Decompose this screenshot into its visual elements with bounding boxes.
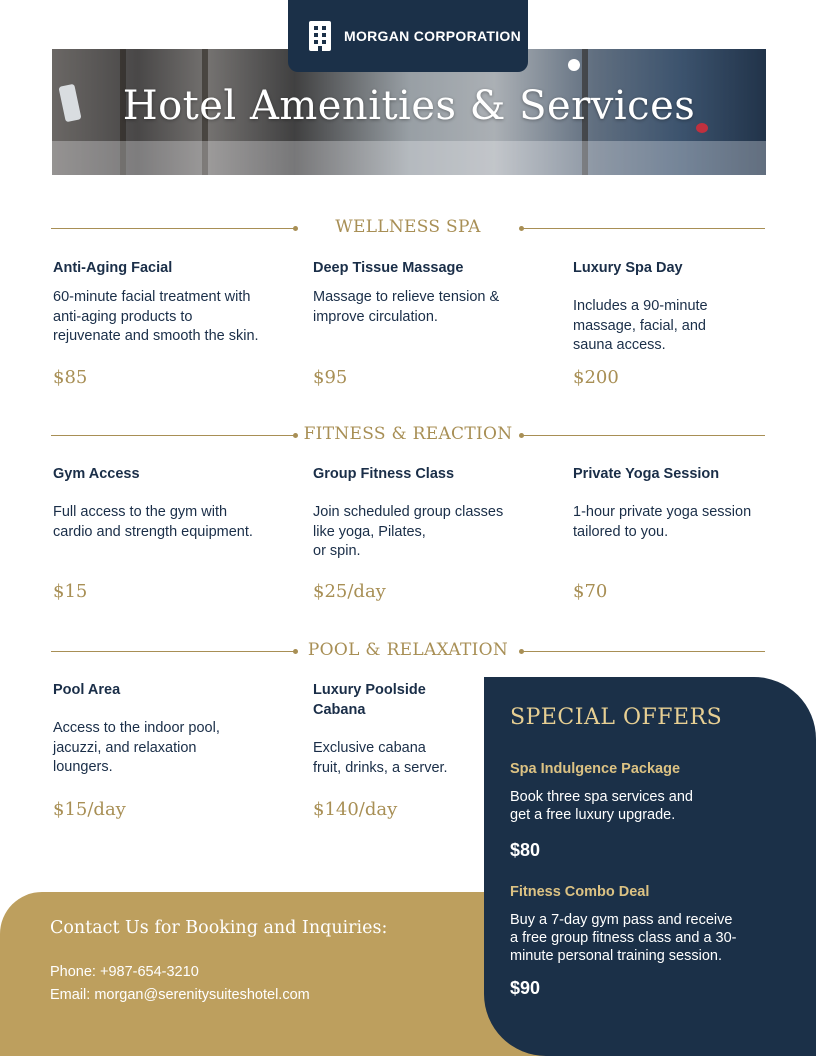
section-header-pool (51, 640, 765, 664)
offer-price: $90 (510, 978, 541, 998)
section-title-fitness: FITNESS & REACTION (303, 424, 513, 444)
offer-name: Fitness Combo Deal (510, 884, 650, 900)
service-pool-area (53, 680, 283, 830)
service-name: Deep Tissue Massage (313, 260, 464, 276)
service-gym-access (53, 464, 283, 614)
section-header-fitness (51, 424, 765, 448)
building-icon (306, 20, 334, 52)
service-price: $25/day (313, 581, 386, 602)
service-name: Private Yoga Session (573, 466, 720, 482)
service-price: $95 (313, 367, 348, 388)
service-anti-aging-facial (53, 258, 283, 398)
service-desc: 1-hour private yoga session tailored to you. (573, 504, 752, 540)
service-name: Anti-Aging Facial (53, 260, 173, 276)
service-group-fitness-class (313, 464, 543, 614)
service-name: Gym Access (53, 466, 140, 482)
offer-price: $80 (510, 840, 541, 860)
service-desc: Join scheduled group classes like yoga, Pilates, or spin. (313, 504, 504, 559)
service-name: Luxury Spa Day (573, 260, 683, 276)
contact-email[interactable]: Email: morgan@serenitysuiteshotel.com (50, 987, 310, 1003)
offers-title: SPECIAL OFFERS (510, 705, 723, 730)
offer-desc: Buy a 7-day gym pass and receive a free group fitness class and a 30- minute personal training session. (510, 912, 737, 964)
section-title-spa: WELLNESS SPA (335, 217, 481, 237)
contact-phone[interactable]: Phone: +987-654-3210 (50, 964, 199, 980)
service-price: $15 (53, 581, 88, 602)
service-price: $200 (573, 367, 619, 388)
service-desc: Exclusive cabana fruit, drinks, a server. (313, 740, 448, 776)
service-private-yoga-session (573, 464, 803, 614)
section-title-pool: POOL & RELAXATION (307, 640, 509, 660)
service-deep-tissue-massage (313, 258, 543, 398)
service-desc: Massage to relieve tension & improve circulation. (313, 289, 500, 325)
service-desc: Includes a 90-minute massage, facial, and sauna access. (573, 298, 708, 353)
service-luxury-poolside-cabana (313, 680, 478, 830)
contact-title: Contact Us for Booking and Inquiries: (50, 918, 388, 938)
offer-desc: Book three spa services and get a free luxury upgrade. (510, 789, 693, 823)
service-desc: 60-minute facial treatment with anti-aging products to rejuvenate and smooth the skin. (53, 289, 259, 344)
lamp-decoration (568, 59, 580, 71)
service-name: Luxury Poolside Cabana (313, 682, 426, 718)
service-name: Pool Area (53, 682, 121, 698)
service-desc: Full access to the gym with cardio and strength equipment. (53, 504, 253, 540)
service-price: $15/day (53, 799, 126, 820)
brand-logo (288, 0, 528, 72)
special-offers-panel (484, 677, 816, 1056)
service-name: Group Fitness Class (313, 466, 455, 482)
brand-name: MORGAN CORPORATION (344, 28, 522, 44)
page-title: Hotel Amenities & Services (122, 83, 696, 129)
service-price: $140/day (313, 799, 398, 820)
service-desc: Access to the indoor pool, jacuzzi, and relaxation loungers. (53, 720, 220, 775)
service-luxury-spa-day (573, 258, 803, 398)
service-price: $85 (53, 367, 88, 388)
offer-name: Spa Indulgence Package (510, 761, 681, 777)
section-header-spa (51, 217, 765, 241)
service-price: $70 (573, 581, 608, 602)
